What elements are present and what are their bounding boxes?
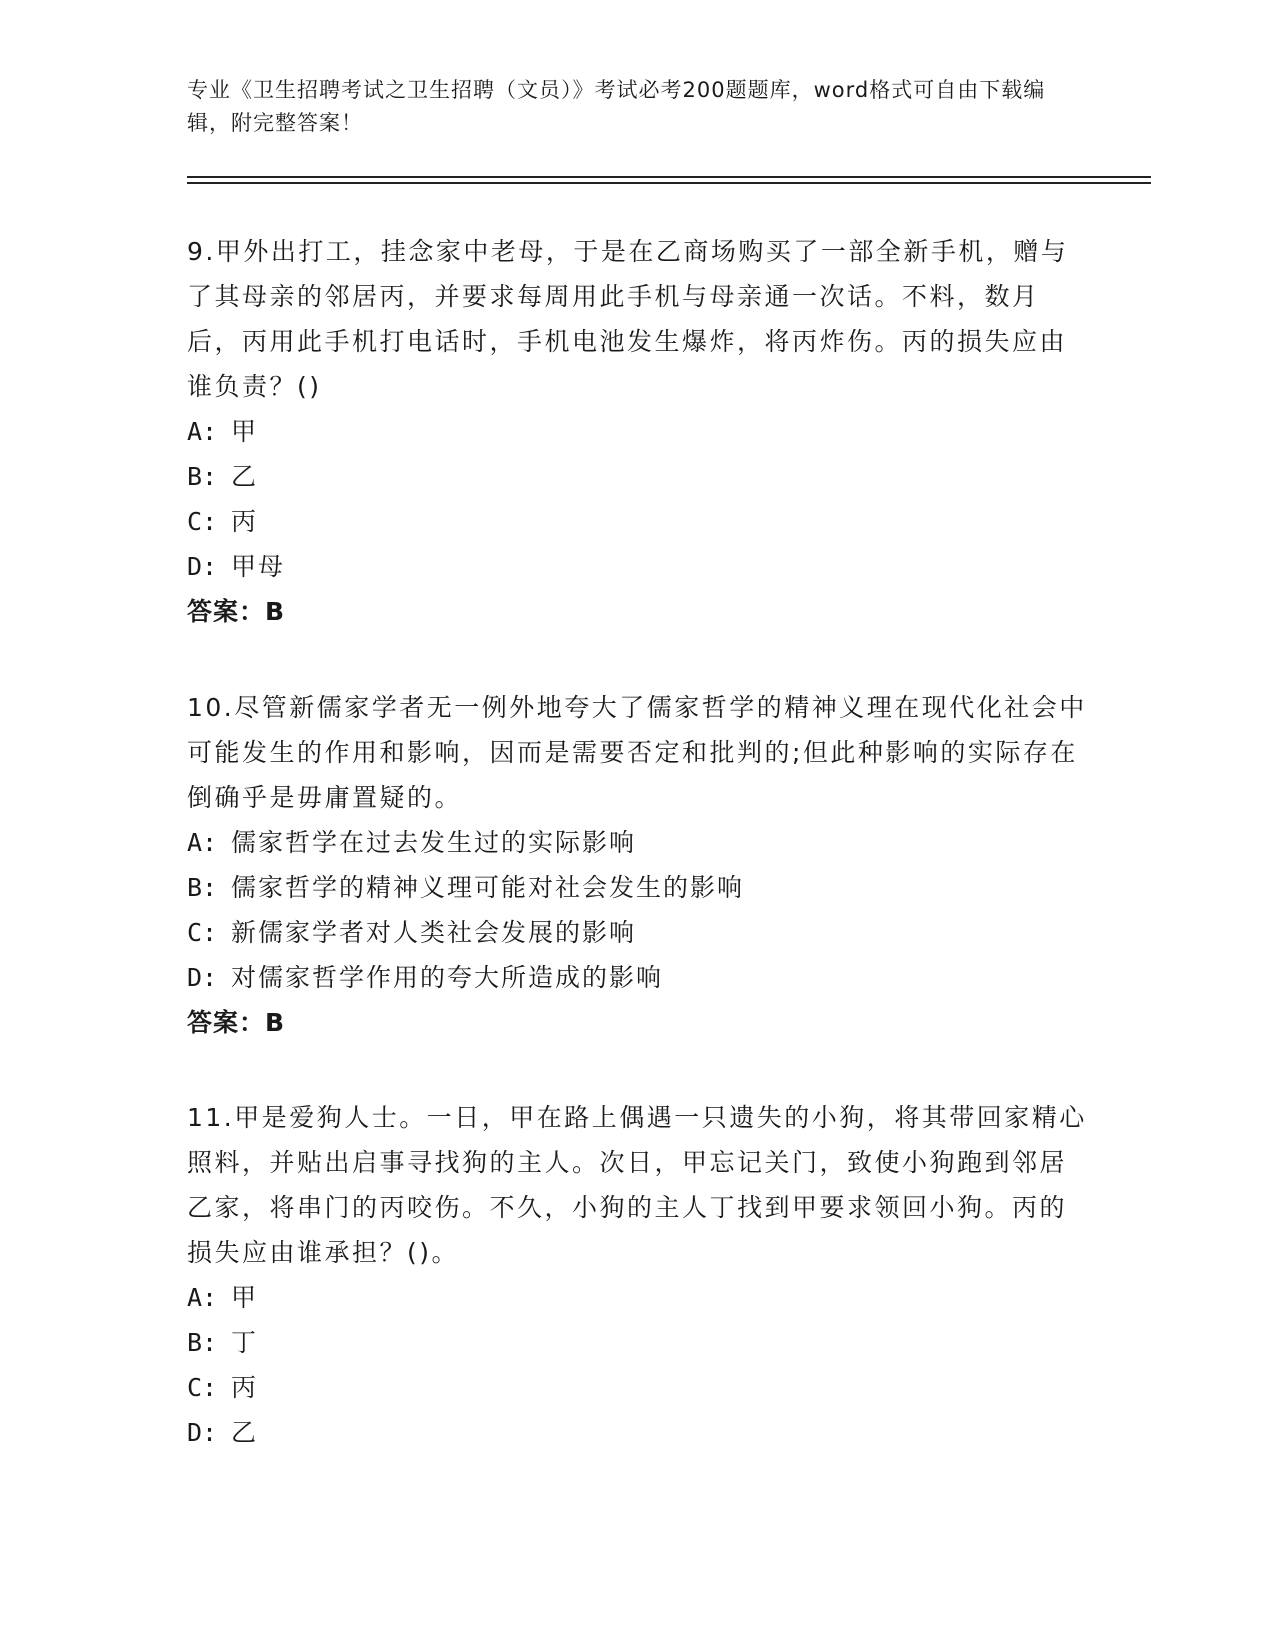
option-text: 对儒家哲学作用的夸大所造成的影响 — [231, 963, 664, 992]
option-text: 丁 — [231, 1328, 259, 1357]
option-label: A: — [187, 1283, 218, 1312]
question-11 — [187, 1095, 1087, 1455]
question-text: 9.甲外出打工，挂念家中老母，于是在乙商场购买了一部全新手机，赠与了其母亲的邻居丙，并要求每周用此手机与母亲通一次话。不料，数月后，丙用此手机打电话时，手机电池发生爆炸，将丙炸伤。丙的损失应由谁负责？() — [187, 237, 1069, 401]
header-divider-top — [187, 176, 1151, 178]
option-label: D: — [187, 552, 218, 581]
header-divider-bottom — [187, 182, 1151, 184]
option-a — [187, 820, 1087, 865]
option-label: C: — [187, 918, 218, 947]
option-b — [187, 865, 1087, 910]
option-b — [187, 454, 1087, 499]
option-text: 甲母 — [231, 552, 286, 581]
option-text: 丙 — [231, 507, 259, 536]
question-10 — [187, 685, 1087, 1045]
answer-line: 答案：B — [187, 1008, 286, 1037]
option-d — [187, 544, 1087, 589]
document-header: 专业《卫生招聘考试之卫生招聘（文员）》考试必考200题题库，word格式可自由下载编辑，附完整答案！ — [187, 78, 1046, 135]
option-text: 儒家哲学的精神义理可能对社会发生的影响 — [231, 873, 745, 902]
option-text: 甲 — [231, 417, 259, 446]
option-label: A: — [187, 828, 218, 857]
option-label: C: — [187, 1373, 218, 1402]
option-c — [187, 499, 1087, 544]
option-c — [187, 1365, 1087, 1410]
option-label: A: — [187, 417, 218, 446]
answer-line: 答案：B — [187, 597, 286, 626]
option-label: B: — [187, 462, 218, 491]
option-label: B: — [187, 873, 218, 902]
option-label: D: — [187, 1418, 218, 1447]
question-9 — [187, 229, 1087, 634]
question-text: 11.甲是爱狗人士。一日，甲在路上偶遇一只遗失的小狗，将其带回家精心照料，并贴出启事寻找狗的主人。次日，甲忘记关门，致使小狗跑到邻居乙家，将串门的丙咬伤。不久，小狗的主人丁找到甲要求领回小狗。丙的损失应由谁承担？()。 — [187, 1103, 1087, 1267]
question-text: 10.尽管新儒家学者无一例外地夸大了儒家哲学的精神义理在现代化社会中可能发生的作用和影响，因而是需要否定和批判的;但此种影响的实际存在倒确乎是毋庸置疑的。 — [187, 693, 1087, 812]
option-a — [187, 1275, 1087, 1320]
option-b — [187, 1320, 1087, 1365]
option-text: 甲 — [231, 1283, 259, 1312]
option-a — [187, 409, 1087, 454]
option-d — [187, 955, 1087, 1000]
option-text: 丙 — [231, 1373, 259, 1402]
option-c — [187, 910, 1087, 955]
option-label: C: — [187, 507, 218, 536]
option-d — [187, 1410, 1087, 1455]
option-label: D: — [187, 963, 218, 992]
option-text: 乙 — [231, 462, 259, 491]
option-label: B: — [187, 1328, 218, 1357]
option-text: 新儒家学者对人类社会发展的影响 — [231, 918, 637, 947]
option-text: 乙 — [231, 1418, 259, 1447]
option-text: 儒家哲学在过去发生过的实际影响 — [231, 828, 637, 857]
